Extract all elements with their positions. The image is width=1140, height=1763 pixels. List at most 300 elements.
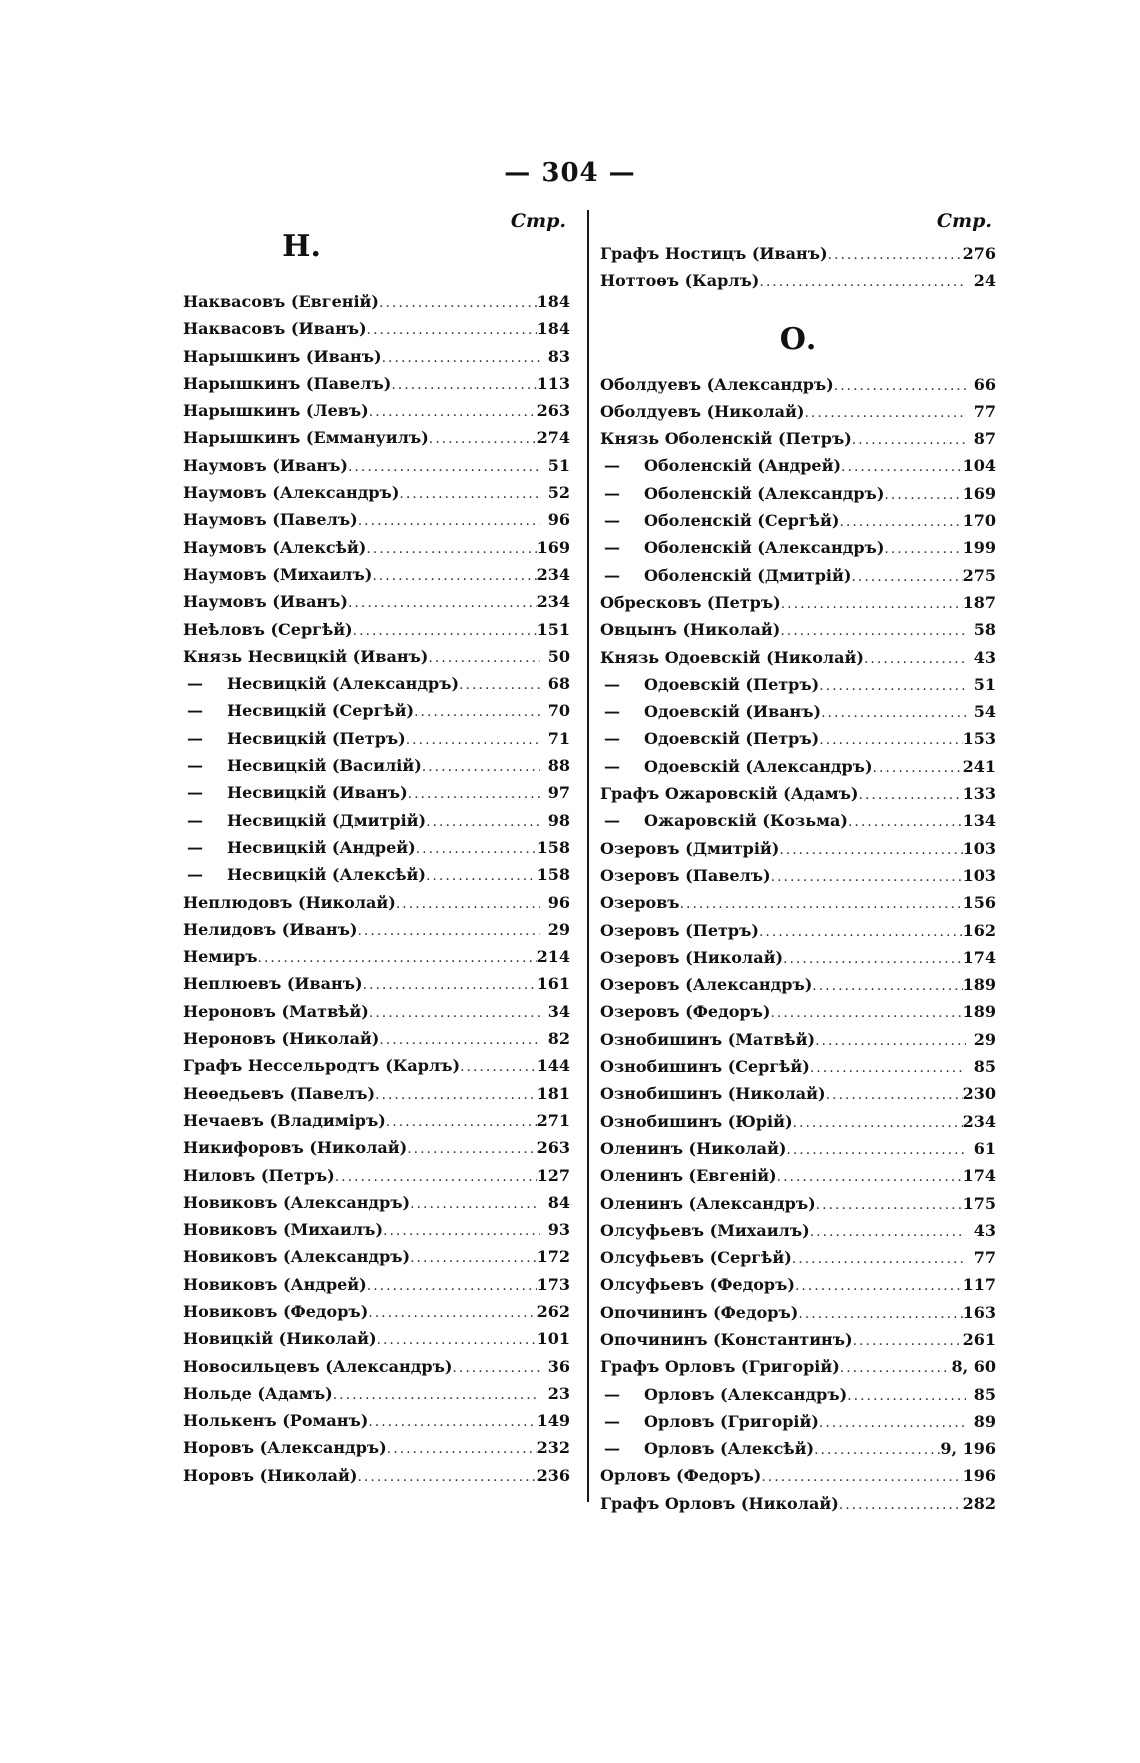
index-entry: [183, 616, 570, 643]
entry-name: Наквасовъ (Евгеній): [183, 292, 379, 311]
dot-leader: [410, 1191, 540, 1218]
index-entries: [600, 240, 996, 295]
entry-name: Оболенскій (Андрей): [644, 456, 842, 476]
dot-leader: [814, 1437, 940, 1464]
index-entry: [600, 698, 996, 725]
entry-name: Оболдуевъ (Николай): [600, 401, 805, 421]
dot-leader: [761, 1464, 962, 1491]
index-entry: [600, 1053, 996, 1080]
entry-page: 77: [973, 1248, 996, 1268]
entry-page: 234: [536, 564, 570, 584]
dot-leader: [783, 946, 963, 973]
entry-page: 170: [962, 511, 996, 531]
entry-name: Озеровъ (Федоръ): [600, 1002, 771, 1022]
entry-page: 24: [973, 271, 996, 291]
ditto-dash: —: [604, 756, 620, 776]
entry-name: Олсуфьевъ (Сергѣй): [600, 1248, 792, 1268]
entry-name: Несвицкій (Андрей): [227, 837, 416, 857]
dot-leader: [853, 1328, 963, 1355]
entry-name: Наквасовъ (Иванъ): [183, 319, 367, 339]
index-entry: [183, 889, 570, 916]
entry-page: 43: [973, 1220, 996, 1240]
ditto-dash: —: [187, 810, 203, 830]
entry-name: Князь Одоевскій (Николай): [600, 647, 864, 667]
dot-leader: [852, 427, 966, 454]
entry-page: 196: [962, 1466, 996, 1486]
index-entry: [600, 644, 996, 671]
entry-page: 9, 196: [940, 1439, 996, 1459]
entry-page: 169: [536, 537, 570, 557]
index-entry: [183, 534, 570, 561]
entry-page: 89: [973, 1411, 996, 1431]
dot-leader: [348, 590, 537, 617]
entry-page: 84: [547, 1192, 570, 1212]
entry-page: 153: [962, 729, 996, 749]
entry-page: 158: [536, 837, 570, 857]
index-entry: [183, 834, 570, 861]
ditto-dash: —: [604, 702, 620, 722]
entry-page: 234: [536, 592, 570, 612]
entry-name: Оленинъ (Александръ): [600, 1193, 816, 1213]
index-entry: [600, 889, 996, 916]
index-entry: [183, 807, 570, 834]
entry-name: Новиковъ (Михаилъ): [183, 1220, 384, 1240]
dot-leader: [422, 754, 540, 781]
entry-page: 87: [973, 429, 996, 449]
index-entry: [600, 971, 996, 998]
entry-name: Олсуфьевъ (Михаилъ): [600, 1220, 810, 1240]
index-entry: [183, 943, 570, 970]
entry-name: Нольде (Адамъ): [183, 1383, 333, 1403]
entry-name: Ноттоѳъ (Карлъ): [600, 271, 760, 291]
ditto-dash: —: [187, 837, 203, 857]
ditto-dash: —: [604, 538, 620, 558]
dot-leader: [386, 1109, 537, 1136]
dot-leader: [680, 891, 963, 918]
ditto-dash: —: [187, 701, 203, 721]
page-column-header: Стр.: [510, 210, 566, 232]
index-entry: [183, 1325, 570, 1352]
index-entries: [183, 288, 570, 1489]
index-entry: [600, 1190, 996, 1217]
entry-name: Ознобишинъ (Сергѣй): [600, 1057, 810, 1077]
index-entry: [183, 288, 570, 315]
entry-page: 162: [962, 920, 996, 940]
dot-leader: [363, 972, 537, 999]
entry-page: 93: [547, 1220, 570, 1240]
dot-leader: [759, 269, 966, 296]
entry-name: Озеровъ (Павелъ): [600, 865, 771, 885]
index-entry: [183, 725, 570, 752]
ditto-dash: —: [187, 865, 203, 885]
index-entry: [183, 779, 570, 806]
entry-page: 66: [973, 374, 996, 394]
dot-leader: [382, 345, 540, 372]
dot-leader: [377, 1327, 537, 1354]
entry-page: 113: [536, 373, 570, 393]
right-column: [600, 210, 996, 1517]
entry-name: Нарышкинъ (Левъ): [183, 401, 369, 421]
entry-name: Несвицкій (Василій): [227, 756, 422, 776]
index-entry: [600, 562, 996, 589]
entry-page: 174: [962, 947, 996, 967]
entry-name: Одоевскій (Александръ): [644, 756, 873, 776]
entry-page: 104: [962, 456, 996, 476]
dot-leader: [335, 1164, 537, 1191]
entry-page: 96: [547, 510, 570, 530]
index-entry: [600, 267, 996, 294]
entry-name: Несвицкій (Александръ): [227, 674, 460, 694]
entry-page: 189: [962, 975, 996, 995]
entry-name: Норовъ (Николай): [183, 1465, 358, 1485]
entry-name: Озеровъ (Александръ): [600, 975, 813, 995]
dot-leader: [781, 591, 963, 618]
index-entry: [600, 725, 996, 752]
entry-page: 184: [536, 292, 570, 311]
entry-name: Оболдуевъ (Александръ): [600, 374, 834, 394]
dot-leader: [819, 673, 966, 700]
index-entry: [183, 752, 570, 779]
dot-leader: [429, 426, 537, 453]
index-entry: [183, 561, 570, 588]
dot-leader: [810, 1219, 966, 1246]
entry-name: Одоевскій (Петръ): [644, 729, 820, 749]
dot-leader: [366, 536, 536, 563]
left-column: [183, 210, 570, 1489]
entry-name: Нечаевъ (Владиміръ): [183, 1110, 386, 1130]
entry-name: Одоевскій (Иванъ): [644, 702, 822, 722]
dot-leader: [839, 1492, 963, 1519]
entry-name: Нарышкинъ (Еммануилъ): [183, 428, 429, 448]
dot-leader: [406, 727, 540, 754]
index-entry: [183, 970, 570, 997]
entry-page: 51: [973, 674, 996, 694]
entry-name: Князь Оболенскій (Петръ): [600, 429, 852, 449]
entry-name: Олсуфьевъ (Федоръ): [600, 1275, 795, 1295]
entry-page: 275: [962, 565, 996, 585]
entry-name: Неѳедьевъ (Павелъ): [183, 1083, 376, 1103]
entry-name: Несвицкій (Сергѣй): [227, 701, 415, 721]
index-entry: [600, 398, 996, 425]
index-entry: [183, 1189, 570, 1216]
entry-page: 50: [547, 646, 570, 666]
entry-page: 8, 60: [951, 1357, 996, 1377]
entry-name: Немиръ: [183, 947, 258, 967]
index-entry: [183, 1162, 570, 1189]
entry-page: 134: [962, 811, 996, 831]
entry-page: 163: [962, 1302, 996, 1322]
index-entry: [183, 1025, 570, 1052]
index-entry: [600, 1462, 996, 1489]
dot-leader: [367, 1273, 537, 1300]
entry-name: Ознобишинъ (Николай): [600, 1084, 826, 1104]
entry-name: Орловъ (Федоръ): [600, 1466, 762, 1486]
index-entry: [183, 1380, 570, 1407]
entry-name: Норовъ (Александръ): [183, 1438, 387, 1458]
index-entry: [183, 643, 570, 670]
dot-leader: [779, 837, 962, 864]
index-entry: [600, 507, 996, 534]
entry-name: Ознобишинъ (Юрій): [600, 1111, 793, 1131]
entry-page: 232: [536, 1438, 570, 1458]
index-entry: [600, 1135, 996, 1162]
entry-name: Нолькенъ (Романъ): [183, 1411, 369, 1431]
entry-page: 234: [962, 1111, 996, 1131]
index-entry: [600, 1435, 996, 1462]
entry-name: Графъ Ностицъ (Иванъ): [600, 244, 828, 263]
dot-leader: [873, 755, 963, 782]
dot-leader: [771, 864, 963, 891]
entry-page: 151: [536, 619, 570, 639]
index-entry: [600, 616, 996, 643]
dot-leader: [841, 454, 963, 481]
entry-name: Наумовъ (Александръ): [183, 483, 400, 503]
dot-leader: [828, 242, 963, 269]
index-entry: [600, 1217, 996, 1244]
dot-leader: [357, 1464, 536, 1491]
entry-name: Новиковъ (Андрей): [183, 1274, 367, 1294]
column-divider: [587, 210, 589, 1502]
ditto-dash: —: [604, 729, 620, 749]
dot-leader: [804, 400, 966, 427]
entry-page: 88: [547, 756, 570, 776]
index-entry: [600, 589, 996, 616]
entry-name: Обресковъ (Петръ): [600, 592, 781, 612]
index-entry: [183, 670, 570, 697]
index-entry: [600, 371, 996, 398]
dot-leader: [408, 781, 540, 808]
entry-name: Наумовъ (Павелъ): [183, 510, 358, 530]
index-entry: [600, 1244, 996, 1271]
entry-name: Несвицкій (Петръ): [227, 728, 406, 748]
entry-name: Ознобишинъ (Матвѣй): [600, 1029, 816, 1049]
entry-page: 127: [536, 1165, 570, 1185]
entry-name: Одоевскій (Петръ): [644, 674, 820, 694]
index-entry: [183, 479, 570, 506]
dot-leader: [847, 1383, 966, 1410]
dot-leader: [460, 1054, 537, 1081]
ditto-dash: —: [604, 674, 620, 694]
index-entry: [600, 240, 996, 267]
entry-name: Никифоровъ (Николай): [183, 1138, 408, 1158]
entry-name: Оболенскій (Сергѣй): [644, 511, 840, 531]
dot-leader: [372, 563, 536, 590]
index-entry: [183, 916, 570, 943]
dot-leader: [859, 782, 963, 809]
index-entry: [600, 425, 996, 452]
index-entry: [600, 671, 996, 698]
entry-name: Графъ Орловъ (Николай): [600, 1493, 839, 1513]
index-entry: [600, 534, 996, 561]
ditto-dash: —: [187, 756, 203, 776]
dot-leader: [812, 973, 962, 1000]
entry-name: Графъ Орловъ (Григорій): [600, 1357, 840, 1377]
index-entry: [600, 998, 996, 1025]
dot-leader: [379, 1027, 540, 1054]
index-entry: [183, 370, 570, 397]
ditto-dash: —: [187, 728, 203, 748]
entry-page: 103: [962, 838, 996, 858]
entry-name: Наумовъ (Иванъ): [183, 592, 348, 612]
dot-leader: [383, 1218, 540, 1245]
entry-name: Оболенскій (Дмитрій): [644, 565, 852, 585]
index-entry: [183, 697, 570, 724]
entry-page: 29: [547, 919, 570, 939]
dot-leader: [416, 836, 537, 863]
entry-page: 161: [536, 974, 570, 994]
entry-page: 85: [973, 1057, 996, 1077]
dot-leader: [353, 618, 537, 645]
dot-leader: [821, 700, 966, 727]
entry-page: 174: [962, 1166, 996, 1186]
entry-page: 175: [962, 1193, 996, 1213]
entry-page: 101: [536, 1329, 570, 1349]
dot-leader: [884, 536, 962, 563]
entry-page: 83: [547, 346, 570, 366]
entry-page: 263: [536, 1138, 570, 1158]
dot-leader: [379, 290, 537, 317]
entry-page: 29: [973, 1029, 996, 1049]
index-entry: [183, 315, 570, 342]
dot-leader: [396, 891, 540, 918]
entry-page: 172: [536, 1247, 570, 1267]
index-entry: [183, 1271, 570, 1298]
entry-page: 184: [536, 319, 570, 339]
index-entry: [183, 1080, 570, 1107]
entry-page: 158: [536, 865, 570, 885]
entry-name: Новосильцевъ (Александръ): [183, 1356, 453, 1376]
dot-leader: [840, 1355, 952, 1382]
entry-name: Наумовъ (Алексѣй): [183, 537, 367, 557]
entry-name: Ниловъ (Петръ): [183, 1165, 335, 1185]
index-entry: [183, 998, 570, 1025]
entry-page: 133: [962, 784, 996, 804]
dot-leader: [452, 1355, 540, 1382]
index-entry: [600, 944, 996, 971]
entry-page: 54: [973, 702, 996, 722]
dot-leader: [414, 699, 540, 726]
dot-leader: [367, 317, 537, 344]
entry-page: 156: [962, 893, 996, 913]
page-number: — 304 —: [504, 158, 636, 188]
dot-leader: [884, 482, 962, 509]
entry-page: 149: [536, 1411, 570, 1431]
dot-leader: [357, 918, 540, 945]
entry-page: 276: [962, 244, 996, 263]
dot-leader: [258, 945, 537, 972]
section-letter-o: О.: [779, 321, 817, 357]
dot-leader: [391, 372, 536, 399]
index-entry: [600, 780, 996, 807]
dot-leader: [459, 672, 540, 699]
index-entry: [183, 861, 570, 888]
entry-name: Неплюевъ (Иванъ): [183, 974, 363, 994]
dot-leader: [410, 1245, 537, 1272]
dot-leader: [348, 454, 540, 481]
entry-name: Наумовъ (Иванъ): [183, 455, 348, 475]
entry-page: 97: [547, 783, 570, 803]
index-entry: [600, 1490, 996, 1517]
entry-name: Графъ Ожаровскій (Адамъ): [600, 784, 859, 804]
entry-name: Озеровъ (Николай): [600, 947, 784, 967]
entry-page: 71: [547, 728, 570, 748]
entry-name: Озеровъ: [600, 893, 680, 913]
entry-name: Оболенскій (Александръ): [644, 538, 885, 558]
index-entry: [600, 807, 996, 834]
entry-page: 52: [547, 483, 570, 503]
dot-leader: [792, 1246, 966, 1273]
index-entry: [183, 1298, 570, 1325]
entry-page: 51: [547, 455, 570, 475]
entry-name: Нелидовъ (Иванъ): [183, 919, 358, 939]
entry-name: Оленинъ (Евгеній): [600, 1166, 777, 1186]
dot-leader: [851, 564, 962, 591]
entry-name: Нарышкинъ (Иванъ): [183, 346, 382, 366]
index-entry: [183, 424, 570, 451]
entry-name: Наумовъ (Михаилъ): [183, 564, 373, 584]
ditto-dash: —: [187, 783, 203, 803]
entry-name: Новиковъ (Федоръ): [183, 1301, 369, 1321]
entry-page: 82: [547, 1029, 570, 1049]
entry-name: Новицкій (Николай): [183, 1329, 377, 1349]
ditto-dash: —: [604, 1411, 620, 1431]
entry-page: 98: [547, 810, 570, 830]
entry-page: 187: [962, 592, 996, 612]
entry-page: 144: [536, 1056, 570, 1076]
index-entry: [600, 862, 996, 889]
dot-leader: [826, 1082, 963, 1109]
index-entry: [600, 1408, 996, 1435]
entry-page: 236: [536, 1465, 570, 1485]
index-entry: [600, 753, 996, 780]
entry-name: Орловъ (Александръ): [644, 1384, 848, 1404]
entry-name: Князь Несвицкій (Иванъ): [183, 646, 429, 666]
entry-page: 68: [547, 674, 570, 694]
entry-page: 271: [536, 1110, 570, 1130]
entry-name: Оболенскій (Александръ): [644, 483, 885, 503]
dot-leader: [369, 399, 537, 426]
index-entry: [183, 452, 570, 479]
ditto-dash: —: [604, 483, 620, 503]
index-entry: [183, 1462, 570, 1489]
entry-page: 34: [547, 1001, 570, 1021]
entry-name: Ожаровскій (Козьма): [644, 811, 848, 831]
index-entry: [600, 1108, 996, 1135]
index-entry: [183, 1216, 570, 1243]
index-entry: [183, 1353, 570, 1380]
entry-name: Новиковъ (Александръ): [183, 1192, 411, 1212]
dot-leader: [759, 919, 963, 946]
entry-name: Нероновъ (Николай): [183, 1029, 380, 1049]
entry-page: 189: [962, 1002, 996, 1022]
entry-page: 199: [962, 538, 996, 558]
ditto-dash: —: [604, 811, 620, 831]
dot-leader: [798, 1301, 962, 1328]
dot-leader: [819, 727, 962, 754]
index-entry: [183, 506, 570, 533]
page-column-header: Стр.: [936, 210, 992, 232]
entry-page: 96: [547, 892, 570, 912]
index-entry: [600, 1381, 996, 1408]
entry-name: Овцынъ (Николай): [600, 620, 781, 640]
dot-leader: [407, 1136, 536, 1163]
index-entry: [183, 1434, 570, 1461]
index-entry: [600, 835, 996, 862]
entry-name: Несвицкій (Иванъ): [227, 783, 408, 803]
dot-leader: [333, 1382, 540, 1409]
entry-page: 85: [973, 1384, 996, 1404]
dot-leader: [793, 1110, 963, 1137]
